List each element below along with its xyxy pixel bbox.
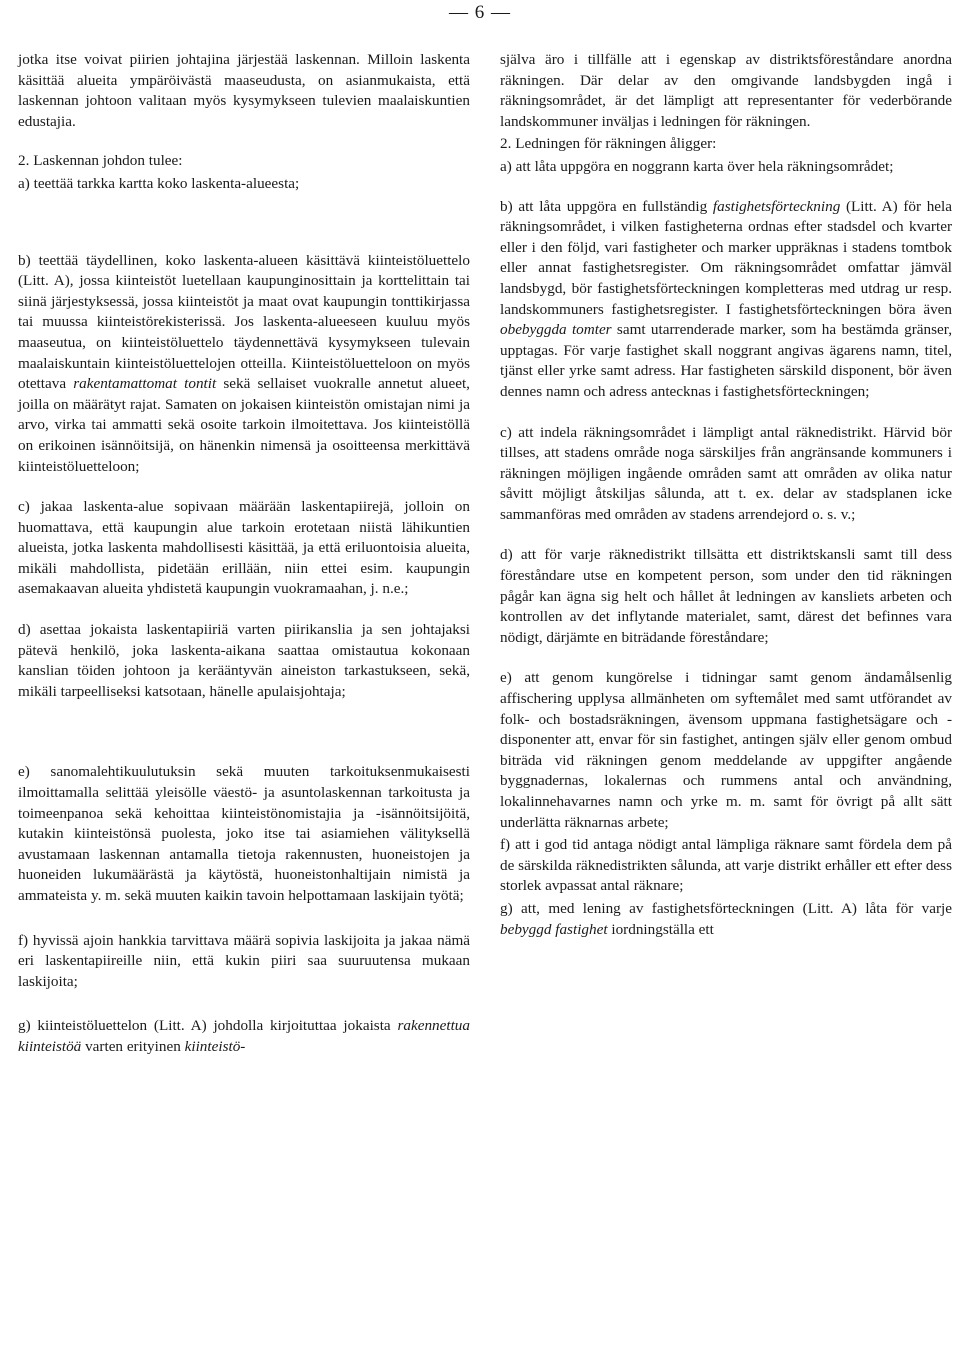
page-number: — 6 — bbox=[449, 2, 511, 23]
swedish-column bbox=[500, 50, 952, 940]
finnish-item-d: d) asettaa jokaista laskentapiiriä varten piirikanslia ja sen johtajaksi pätevä henkilö, joka laskenta-aikana saattaa omistautua kokonaan kanslian töiden johtoon ja kerääntyvän aineiston tarkastukseen, sekä, mikäli tarpeelliseksi katsotaan, hänelle apulaisjohtaja; bbox=[18, 621, 470, 700]
swedish-item-b: b) att låta uppgöra en fullständig fastighetsförteckning (Litt. A) för hela räkningsområdet, i vilken fastigheterna ordnas efter stadsdel och kvarter eller i den följd, vari fastigheter och marker uppräknas i stadens tomtbok eller annat fastighetsregister. Om räkningsområdet omfattar jämväl landsbygd, bör fastighetsförteckningen kompletteras med utdrag ur resp. landskommuners fastighetsregister. I fastighetsförteckningen böra även obebyggda tomter samt utarrenderade marker, som ha bestämda gränser, upptagas. För varje fastighet skall noggrant angivas ägarens namn, titel, tjänst eller yrke samt adress. Har fastigheten särskild disponent, bör även dennes namn och adress antecknas i fastighetsförteckningen; bbox=[500, 197, 952, 400]
finnish-item-b: b) teettää täydellinen, koko laskenta-alueen käsittävä kiinteistöluettelo (Litt. A), jossa kiinteistöt luetellaan kaupunginosittain ja korttelittain tai siinä järjestyksessä, jossa kiinteistöt ja maat ovat kaupungin tonttikirjassa tai muussa kiinteistörekisterissä. Jos laskenta-alueeseen kuuluu myös maaseutua, on kiinteistöluettelo täydennettävä kysymykseen tulevain maalaiskuntain kiinteistöluettelojen otteilla. Kiinteistöluetteloon on myös otettava rakentamattomat tontit sekä sellaiset vuokralle annetut alueet, joilla on määrätyt rajat. Samaten on jokaisen kiinteistön omistajan nimi ja arvo, virka tai ammatti sekä osoite tarkoin ilmoitettava. Jos kiinteistöllä on erikoinen isännöitsijä, on hänenkin nimensä ja osoitteensa merkittävä kiinteistöluetteloon; bbox=[18, 251, 470, 475]
swedish-item-e: e) att genom kungörelse i tidningar samt genom ändamålsenlig affischering upplysa allmänheten om syftemålet med samt utförandet av folk- och bostadsräkningen, ävensom uppmana fastighetsägare och -disponenter att, envar för sin fastighet, antingen själv eller genom ombud biträda vid räkningen genom meddelande av uppgifter angående byggnadernas, lokalernas och rummens antal och användning, lokalinnehavarnes namn och yrke m. m. samt för övrigt på allt sätt underlätta räknarnas arbete; bbox=[500, 669, 952, 831]
finnish-item-g: g) kiinteistöluettelon (Litt. A) johdolla kirjoituttaa jokaista rakennettua kiinteistöä varten erityinen kiinteistö- bbox=[18, 1017, 470, 1055]
swedish-item-c: c) att indela räkningsområdet i lämpligt antal räknedistrikt. Härvid bör tillses, att stadens område noga särskiljes från angränsande kommuners i räkningen möjligen ingående områden samt att områden av olika natur såvitt möjligt åtskiljas sålunda, att t. ex. delar av stadsplanen icke sammanföras med områden av stadens arrendejord o. s. v.; bbox=[500, 423, 952, 523]
finnish-section-heading: 2. Laskennan johdon tulee: bbox=[18, 152, 183, 170]
swedish-item-g: g) att, med lening av fastighetsförteckningen (Litt. A) låta för varje bebyggd fastighet iordningställa ett bbox=[500, 899, 952, 938]
finnish-item-g-emphasis-1: rakennettua kiinteistöä bbox=[18, 1017, 470, 1055]
finnish-column bbox=[18, 50, 470, 1058]
finnish-item-f: f) hyvissä ajoin hankkia tarvittava määrä sopivia laskijoita ja jakaa nämä eri laskentapiireille niin, että kukin piiri saa suuruutensa mukaan laskijoita; bbox=[18, 931, 470, 990]
swedish-intro-paragraph: själva äro i tillfälle att i egenskap av distriktsföreståndare anordna räkningen. Där delar av den omgivande landsbygden ingå i räkningsområdet, är det lämpligt att representanter för vederbörande landskommuner inväljas i ledningen för räkningen. bbox=[500, 51, 952, 130]
swedish-item-b-emphasis-2: obebyggda tomter bbox=[500, 321, 612, 339]
finnish-item-e: e) sanomalehtikuulutuksin sekä muuten tarkoituksenmukaisesti ilmoittamalla selittää yleisölle väestö- ja asuntolaskennan tarkoitusta ja toimeenpanoa sekä kehoittaa kiinteistönomistajia ja -isännöitsijöitä, kutakin kiinteistönsä puolesta, joko itse tai asiamiehen välityksellä avustamaan laskennan antamalla tietoja rakennusten, huoneistojen ja huoneiden lukumäärästä ja käytöstä, huoneistonhaltijain nimistä ja ammateista y. m. sekä muuten kaikin tavoin helpottamaan laskijain työtä; bbox=[18, 763, 470, 904]
swedish-item-g-emphasis: bebyggd fastighet bbox=[500, 920, 608, 938]
finnish-item-c: c) jakaa laskenta-alue sopivaan määrään laskentapiirejä, jolloin on huomattava, että kaupungin alue tarkoin erotetaan niistä lähikuntien alueista, jotka laskenta mahdollisesti käsittää, ja että eriluontoisia alueita, mikäli mahdollista, pidetään erillään, niin ettei esim. kaupungin asemakaavan alueita yhdistetä kaupungin vuokramaahan, j. n.e.; bbox=[18, 498, 470, 598]
swedish-item-d: d) att för varje räknedistrikt tillsätta ett distriktskansli samt till dess föreståndare utse en kompetent person, som under den tid räkningen pågår kan ägna sig helt och hållet åt ledningen av kansliets arbeten och kontrollen av det inflytande materialet, samt, därest det befinnes vara nödigt, därjämte en biträdande föreståndare; bbox=[500, 546, 952, 646]
swedish-item-b-emphasis-1: fastighetsförteckning bbox=[712, 197, 841, 215]
swedish-item-f: f) att i god tid antaga nödigt antal lämpliga räknare samt fördela dem på de särskilda räknedistrikten sålunda, att varje distrikt erhåller ett efter dess storlek avpassat antal räknare; bbox=[500, 836, 952, 895]
finnish-item-b-emphasis: rakentamattomat tontit bbox=[73, 375, 217, 393]
finnish-intro-paragraph: jotka itse voivat piirien johtajina järjestää laskennan. Milloin laskenta käsittää alueita ympäröivästä maaseudusta, on asianmukaista, että laskennan johtoon valitaan myös kysymykseen tulevien maalaiskuntien edustajia. bbox=[18, 51, 470, 130]
swedish-item-a: a) att låta uppgöra en noggrann karta över hela räkningsområdet; bbox=[500, 157, 894, 175]
finnish-item-g-emphasis-2: kiinteistö- bbox=[184, 1037, 246, 1055]
swedish-section-heading: 2. Ledningen för räkningen åligger: bbox=[500, 135, 717, 153]
finnish-item-a: a) teettää tarkka kartta koko laskenta-alueesta; bbox=[18, 174, 300, 192]
